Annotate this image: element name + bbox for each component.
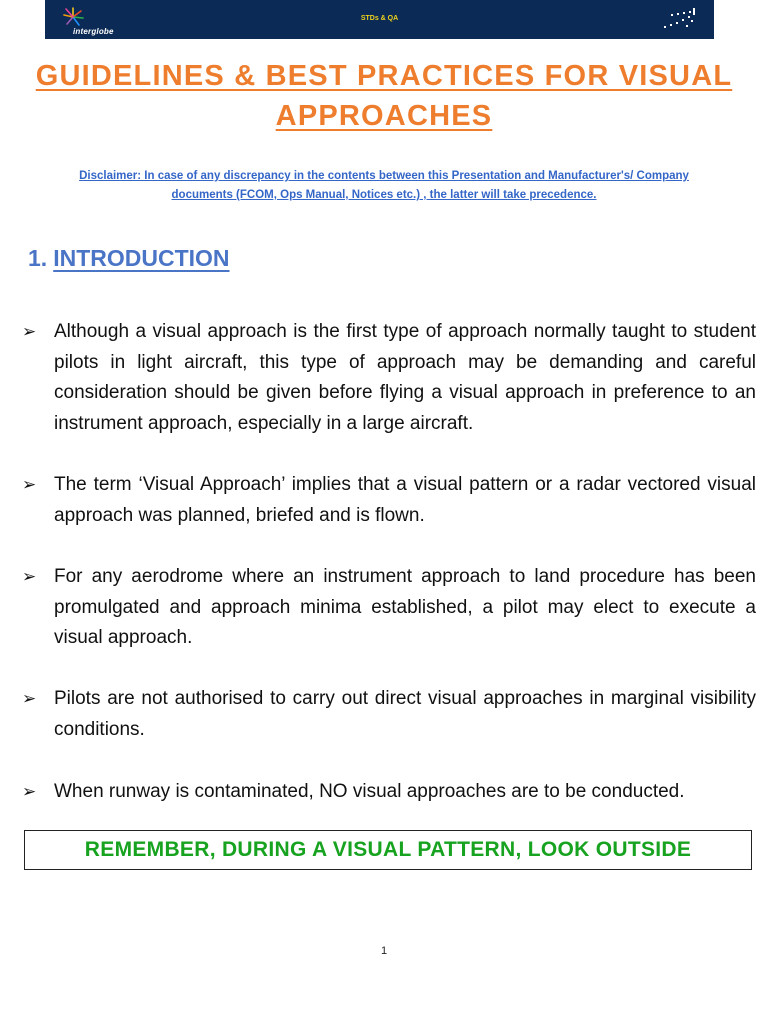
page-number: 1 <box>380 945 388 957</box>
header-banner <box>45 0 714 39</box>
section-title: INTRODUCTION <box>53 245 230 271</box>
bullet-item <box>22 684 756 745</box>
arrow-bullet-icon: ➢ <box>22 475 37 494</box>
title-line-2: APPROACHES <box>275 100 493 132</box>
bullet-text: When runway is contaminated, NO visual approaches are to be conducted. <box>54 781 685 802</box>
bullet-text: Pilots are not authorised to carry out direct visual approaches in marginal visibility conditions. <box>54 688 756 740</box>
arrow-bullet-icon: ➢ <box>22 689 37 708</box>
bullet-text: Although a visual approach is the first type of approach normally taught to student pilots in light aircraft, this type of approach may be demanding and careful consideration should be given before flying a visual approach in preference to an instrument approach, especially in a large aircraft. <box>54 321 756 434</box>
bullet-text: For any aerodrome where an instrument approach to land procedure has been promulgated and approach minima established, a pilot may elect to execute a visual approach. <box>54 566 756 648</box>
section-heading <box>28 245 230 272</box>
disclaimer-line-1: Disclaimer: In case of any discrepancy in the contents between this Presentation and Manufacturer's/ Company <box>79 170 689 182</box>
airline-mark-icon <box>662 6 698 32</box>
arrow-bullet-icon: ➢ <box>22 322 37 341</box>
page-title <box>0 56 768 136</box>
logo-text: interglobe <box>73 27 114 36</box>
arrow-bullet-icon: ➢ <box>22 567 37 586</box>
arrow-bullet-icon: ➢ <box>22 782 37 801</box>
header-center-text: STDs & QA <box>360 15 399 22</box>
section-number: 1. <box>28 245 48 271</box>
remember-callout <box>24 830 752 870</box>
bullet-text: The term ‘Visual Approach’ implies that a visual pattern or a radar vectored visual approach was planned, briefed and is flown. <box>54 474 756 526</box>
bullet-item <box>22 317 756 439</box>
remember-text: REMEMBER, DURING A VISUAL PATTERN, LOOK OUTSIDE <box>84 838 692 861</box>
bullet-item <box>22 470 756 531</box>
bullet-item <box>22 562 756 654</box>
title-line-1: GUIDELINES & BEST PRACTICES FOR VISUAL <box>35 60 733 92</box>
disclaimer <box>50 167 718 205</box>
bullet-item <box>22 777 756 808</box>
disclaimer-line-2: documents (FCOM, Ops Manual, Notices etc.) , the latter will take precedence. <box>171 189 597 201</box>
